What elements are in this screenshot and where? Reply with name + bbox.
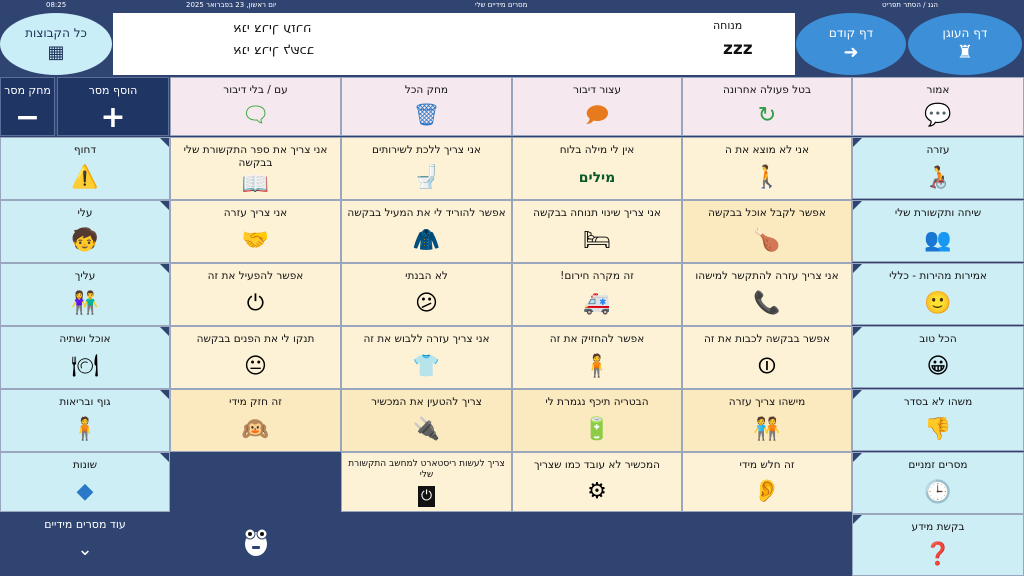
category-body-health[interactable]: גוף ובריאות 🧍 — [0, 389, 170, 452]
message-tile[interactable]: מישהו צריך עזרה 🧑‍🤝‍🧑 — [682, 389, 852, 452]
message-tile[interactable]: זה מקרה חירום! 🚑 — [512, 263, 682, 326]
power-off-icon: ⏼ — [758, 354, 776, 380]
message-tile[interactable]: צריך לעשות ריסטארט למחשב התקשורת שלי ⏻ — [341, 452, 512, 512]
words-icon: מילים — [578, 170, 616, 187]
page-title: מסרים מידיים שלי — [475, 1, 528, 9]
hold-icon: 🧍 — [583, 354, 611, 380]
phone-icon: 📞 — [753, 291, 781, 317]
all-groups-button[interactable]: כל הקבוצות ▦ — [0, 13, 112, 75]
book-icon: 📖 — [241, 171, 270, 197]
coat-icon: 🧥 — [412, 228, 441, 254]
status-bar — [0, 0, 1024, 12]
message-tile[interactable]: אני צריך את ספר התקשורת שלי בבקשה 📖 — [170, 137, 341, 200]
category-misc[interactable]: שונות ◆ — [0, 452, 170, 512]
ear-icon: 👂 — [753, 478, 781, 504]
eating-icon: 🍽 — [71, 354, 99, 380]
message-tile[interactable]: הבטריה תיכף נגמרת לי 🔋 — [512, 389, 682, 452]
message-tile[interactable]: אני צריך עזרה 🤝 — [170, 200, 341, 263]
message-tile[interactable]: המכשיר לא עובד כמו שצריך ⚙ — [512, 452, 682, 512]
home-button[interactable]: דף העוגן ♜ — [908, 13, 1022, 75]
message-tile[interactable]: אני צריך שינוי תנוחה בבקשה 🛏 — [512, 200, 682, 263]
undo-button[interactable]: בטל פעולה אחרונה ↻ — [682, 77, 852, 136]
loud-icon: 🙉 — [241, 417, 270, 443]
back-button[interactable]: דף קודם ➜ — [796, 13, 906, 75]
category-food-drink[interactable]: אוכל ושתיה 🍽 — [0, 326, 170, 389]
sleep-icon: zzz — [723, 39, 753, 59]
broken-gear-icon: ⚙ — [587, 478, 607, 504]
food-icon: 🍗 — [753, 228, 781, 254]
message-tile[interactable]: תנקו לי את הפנים בבקשה 😐 — [170, 326, 341, 389]
trash-icon: 🗑 — [412, 103, 441, 129]
warning-icon: ⚠️ — [71, 165, 99, 191]
category-about-me[interactable]: עלי 🧒 — [0, 200, 170, 263]
power-on-icon: ⏻ — [246, 291, 265, 317]
conversation-icon: 👥 — [924, 227, 952, 253]
message-tile[interactable]: אין לי מילה בלוח מילים — [512, 137, 682, 200]
message-tile[interactable]: זה חזק מידי 🙉 — [170, 389, 341, 452]
mute-speech-icon: 🗩 — [584, 103, 610, 129]
emergency-icon: 🚑 — [583, 291, 611, 317]
anchor-icon: ♜ — [956, 42, 974, 63]
say-button[interactable]: אמור 💬 — [852, 77, 1024, 136]
message-tile[interactable]: אני צריך עזרה ללבוש את זה 👕 — [341, 326, 512, 389]
battery-icon: 🔋 — [583, 417, 611, 443]
date: יום ראשון, 23 בפברואר 2025 — [186, 1, 277, 9]
profile-icon: 🧒 — [71, 228, 99, 254]
shapes-icon: ◆ — [76, 478, 94, 504]
faces-icon: 🙂 — [924, 290, 952, 316]
searching-person-icon: 🚶 — [753, 165, 781, 191]
thumbs-down-question-icon: 👎 — [924, 416, 952, 442]
helping-person-icon: 🧑‍🦽 — [924, 164, 952, 190]
message-tile[interactable]: אני צריך עזרה להתקשר למישהו 📞 — [682, 263, 852, 326]
confused-face-icon: 😕 — [415, 291, 438, 317]
stop-speech-button[interactable]: עצור דיבור 🗩 — [512, 77, 682, 136]
help-icon: 🤝 — [241, 228, 270, 254]
message-tile[interactable]: זה חלש מידי 👂 — [682, 452, 852, 512]
category-about-you[interactable]: עליך 👫 — [0, 263, 170, 326]
category-quick-phrases[interactable]: אמירות מהירות - כללי 🙂 — [852, 263, 1024, 325]
delete-message-button[interactable]: מחק מסר − — [0, 77, 55, 136]
message-tile[interactable]: אפשר להפעיל את זה ⏻ — [170, 263, 341, 326]
question-person-icon: ❓ — [924, 541, 952, 567]
speech-bubble-icon: 💬 — [924, 103, 952, 129]
toggle-menu-link[interactable]: הגנ / הסתר תפריט — [882, 1, 938, 9]
body-icon: 🧍 — [71, 417, 99, 443]
category-all-good[interactable]: הכל טוב 😀 — [852, 326, 1024, 388]
restart-icon: ⏻ — [418, 486, 435, 508]
category-conversation[interactable]: שיחה ותקשורת שלי 👥 — [852, 200, 1024, 262]
category-something-wrong[interactable]: משהו לא בסדר 👎 — [852, 389, 1024, 451]
message-line: אני צריך לשכב — [233, 43, 314, 58]
message-bar[interactable] — [113, 13, 795, 75]
more-messages-button[interactable]: עוד מסרים מידיים ⌄ — [44, 518, 126, 560]
message-tile[interactable]: צריך להטעין את המכשיר 🔌 — [341, 389, 512, 452]
plus-icon: + — [100, 100, 126, 135]
undo-icon: ↻ — [757, 103, 777, 129]
message-tile[interactable]: אפשר להחזיק את זה 🧍 — [512, 326, 682, 389]
dressing-icon: 👕 — [412, 354, 441, 380]
arrow-right-icon: ➜ — [843, 42, 859, 63]
category-help[interactable]: עזרה 🧑‍🦽 — [852, 137, 1024, 199]
message-tile[interactable]: אפשר בבקשה לכבות את זה ⏼ — [682, 326, 852, 389]
message-tile[interactable]: לא הבנתי 😕 — [341, 263, 512, 326]
message-tile[interactable]: אפשר להוריד לי את המעיל בבקשה 🧥 — [341, 200, 512, 263]
toilet-icon: 🚽 — [412, 165, 441, 191]
assist-icon: 🧑‍🤝‍🧑 — [753, 417, 781, 443]
category-temporary[interactable]: מסרים זמניים 🕒 — [852, 452, 1024, 514]
voice-toggle-button[interactable]: עם / בלי דיבור 🗨 — [170, 77, 341, 136]
add-message-button[interactable]: הוסף מסר + — [57, 77, 169, 136]
mascot-icon[interactable] — [240, 526, 272, 558]
two-people-icon: 👫 — [71, 291, 99, 317]
category-info-request[interactable]: בקשת מידע ❓ — [852, 514, 1024, 576]
message-tile[interactable]: אני לא מוצא את ה 🚶 — [682, 137, 852, 200]
clear-all-button[interactable]: מחק הכל 🗑 — [341, 77, 512, 136]
face-icon: 😐 — [244, 354, 267, 380]
clocks-icon: 🕒 — [924, 479, 952, 505]
message-line: אני צריך עזרה — [233, 21, 312, 36]
grid-icon: ▦ — [47, 42, 65, 63]
clock: 08:25 — [46, 1, 67, 9]
reposition-icon: 🛏 — [583, 228, 611, 254]
category-urgent[interactable]: דחוף ⚠️ — [0, 137, 170, 200]
message-tile[interactable]: אני צריך ללכת לשירותים 🚽 — [341, 137, 512, 200]
speech-icon: 🗨 — [241, 103, 270, 129]
happy-person-icon: 😀 — [926, 353, 950, 379]
minus-icon: − — [14, 100, 41, 135]
mood-label: מנוחה — [713, 19, 743, 32]
message-tile[interactable]: אפשר לקבל אוכל בבקשה 🍗 — [682, 200, 852, 263]
charger-icon: 🔌 — [412, 417, 441, 443]
chevron-down-icon: ⌄ — [77, 539, 93, 560]
